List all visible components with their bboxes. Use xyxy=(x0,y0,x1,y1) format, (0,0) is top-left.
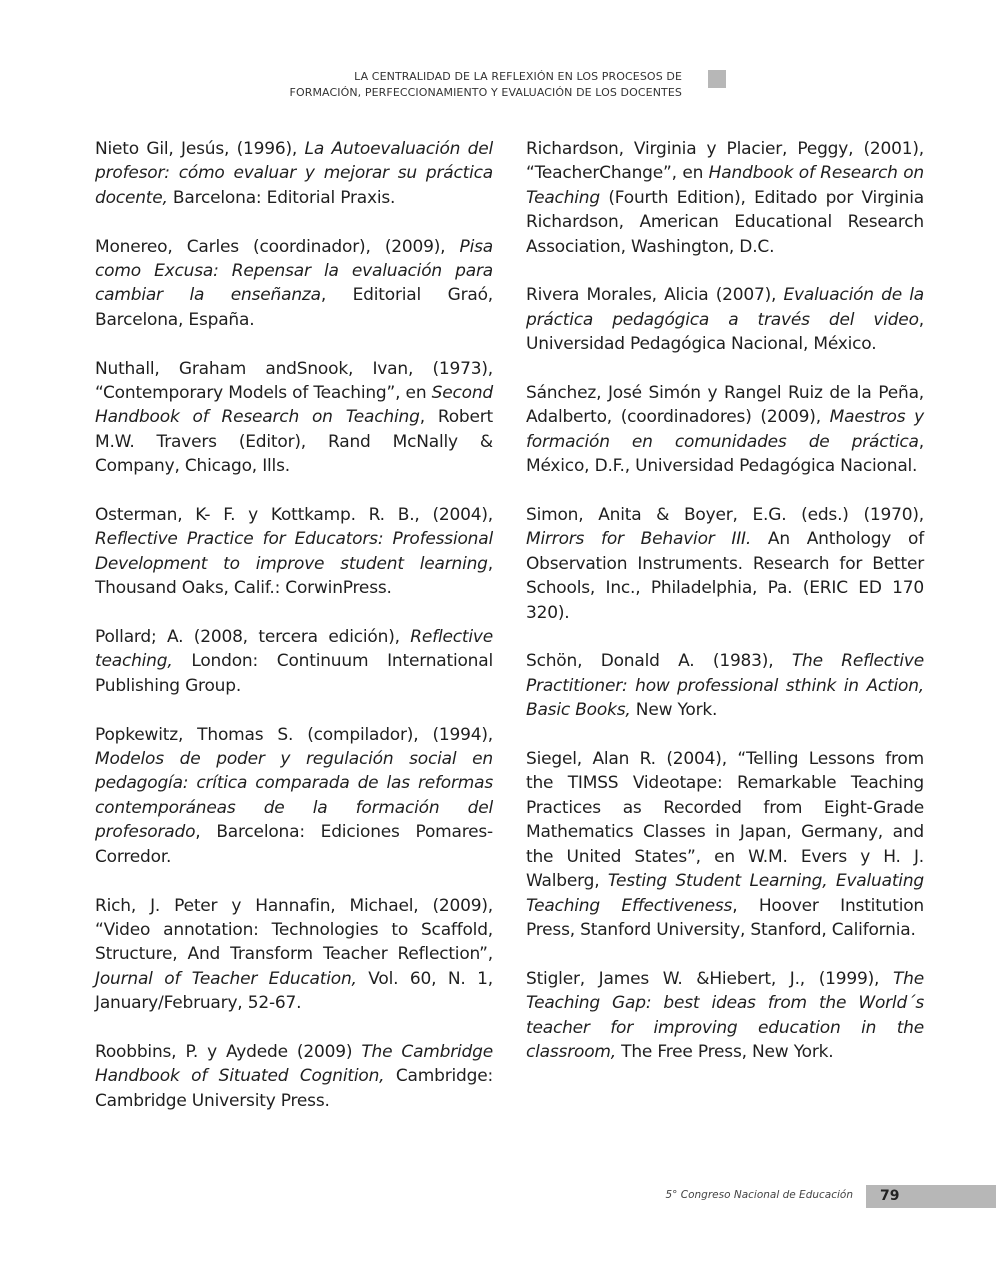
reference-entry: Monereo, Carles (coordinador), (2009), Pisa como Excusa: Repensar la evaluación para cambiar la enseñanza, Editorial Graó, Barcelona, España. xyxy=(95,236,493,330)
reference-entry: Nuthall, Graham andSnook, Ivan, (1973), “Contemporary Models of Teaching”, en Second Handbook of Research on Teaching, Robert M.W. Travers (Editor), Rand McNally & Company, Chicago, Ills. xyxy=(95,358,494,477)
reference-entry: Osterman, K- F. y Kottkamp. R. B., (2004), Reflective Practice for Educators: Professional Development to improve student learning, Thousand Oaks, Calif.: CorwinPress. xyxy=(95,505,493,599)
reference-entry: Simon, Anita & Boyer, E.G. (eds.) (1970), Mirrors for Behavior III. An Anthology of Observation Instruments. Research for Better Schools, Inc., Philadelphia, Pa. (ERIC ED 170 320). xyxy=(526,505,924,623)
reference-entry: Rich, J. Peter y Hannafin, Michael, (2009), “Video annotation: Technologies to Scaffold, Structure, And Transform Teacher Reflection”, Journal of Teacher Education, Vol. 60, N. 1, January/February, 52-67. xyxy=(95,895,493,1014)
left-column xyxy=(95,137,493,1138)
running-header xyxy=(290,69,682,101)
reference-entry: Siegel, Alan R. (2004), “Telling Lessons from the TIMSS Videotape: Remarkable Teaching Practices as Recorded from Eight-Grade Mathematics Classes in Japan, Germany, and the United States”, en W.M. Evers y H. J. Walberg, Testing Student Learning, Evaluating Teaching Effectiveness, Hoover Institution Press, Stanford University, Stanford, California. xyxy=(526,749,924,940)
reference-entry: Sánchez, José Simón y Rangel Ruiz de la Peña, Adalberto, (coordinadores) (2009), Maestros y formación en comunidades de práctica, México, D.F., Universidad Pedagógica Nacional. xyxy=(526,383,924,477)
reference-entry: Stigler, James W. &Hiebert, J., (1999), The Teaching Gap: best ideas from the World´s teacher for improving education in the classroom, The Free Press, New York. xyxy=(526,968,924,1062)
reference-entry: Rivera Morales, Alicia (2007), Evaluación de la práctica pedagógica a través del video, Universidad Pedagógica Nacional, México. xyxy=(526,285,924,355)
header-line-2: FORMACIÓN, PERFECCIONAMIENTO Y EVALUACIÓN DE LOS DOCENTES xyxy=(289,86,682,99)
header-line-1: LA CENTRALIDAD DE LA REFLEXIÓN EN LOS PROCESOS DE xyxy=(354,70,682,83)
footer-conference-title: 5° Congreso Nacional de Educación xyxy=(665,1189,853,1201)
reference-entry: Schön, Donald A. (1983), The Reflective Practitioner: how professional sthink in Action, Basic Books, New York. xyxy=(526,651,924,721)
reference-entry: Nieto Gil, Jesús, (1996), La Autoevaluación del profesor: cómo evaluar y mejorar su práctica docente, Barcelona: Editorial Praxis. xyxy=(95,139,494,208)
page-number: 79 xyxy=(880,1188,900,1204)
reference-entry: Richardson, Virginia y Placier, Peggy, (2001), “TeacherChange”, en Handbook of Research on Teaching (Fourth Edition), Editado por Virginia Richardson, American Educational Research Association, Washington, D.C. xyxy=(526,139,924,257)
right-column xyxy=(526,137,924,1089)
reference-entry: Popkewitz, Thomas S. (compilador), (1994), Modelos de poder y regulación social en pedagogía: crítica comparada de las reformas contemporáneas de la formación del profesorado, Barcelona: Ediciones Pomares-Corredor. xyxy=(95,724,493,867)
header-marker-square xyxy=(708,70,726,88)
reference-entry: Pollard; A. (2008, tercera edición), Reflective teaching, London: Continuum International Publishing Group. xyxy=(95,627,493,696)
reference-entry: Roobbins, P. y Aydede (2009) The Cambridge Handbook of Situated Cognition, Cambridge: Cambridge University Press. xyxy=(95,1041,493,1111)
